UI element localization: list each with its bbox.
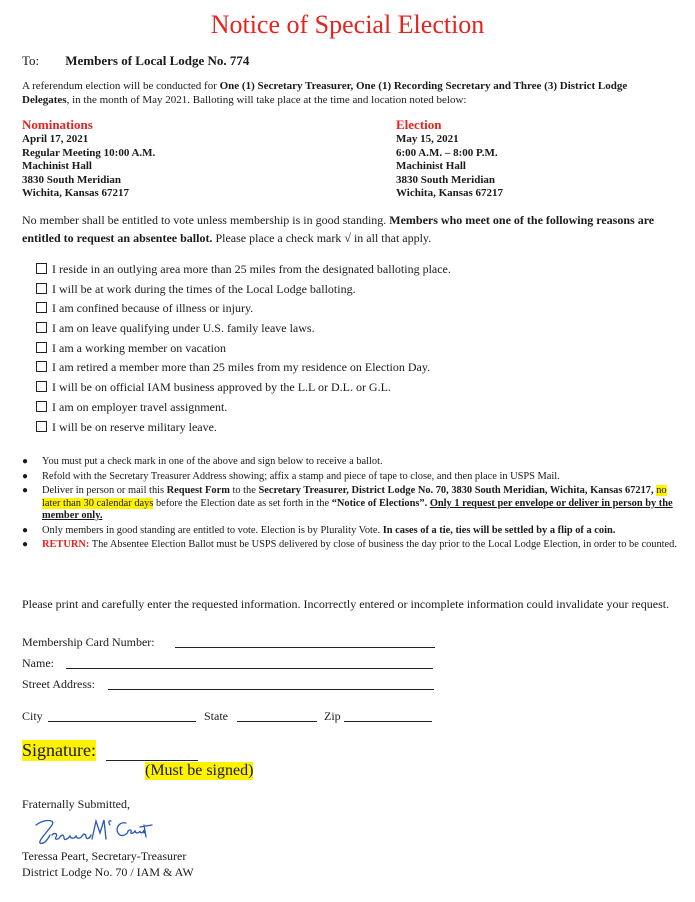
checkbox[interactable] bbox=[36, 401, 47, 412]
checkbox[interactable] bbox=[36, 302, 47, 313]
eligibility-text-2: Please place a check mark √ in all that apply. bbox=[212, 231, 432, 245]
street-label: Street Address: bbox=[22, 677, 95, 691]
nominations-block bbox=[22, 117, 155, 201]
bullet-icon: ● bbox=[22, 485, 29, 496]
instruction-bold: In cases of a tie, ties will be settled by a flip of a coin. bbox=[382, 524, 616, 536]
state-field[interactable] bbox=[237, 721, 317, 722]
bullet-icon: ● bbox=[22, 470, 29, 482]
card-number-label: Membership Card Number: bbox=[22, 635, 155, 649]
closing-line: Fraternally Submitted, bbox=[22, 797, 130, 811]
checkbox[interactable] bbox=[36, 381, 47, 392]
election-place: Machinist Hall bbox=[396, 160, 466, 172]
instruction-text: to the bbox=[229, 485, 259, 496]
return-label: RETURN: bbox=[42, 539, 90, 550]
checkbox[interactable] bbox=[36, 361, 47, 372]
street-field[interactable] bbox=[108, 689, 434, 690]
zip-field[interactable] bbox=[344, 721, 432, 722]
reason-label: I reside in an outlying area more than 25 miles from the designated balloting place. bbox=[52, 262, 451, 276]
checkbox[interactable] bbox=[36, 322, 47, 333]
city-field[interactable] bbox=[48, 721, 196, 722]
election-date: May 15, 2021 bbox=[396, 133, 459, 145]
checkbox[interactable] bbox=[36, 421, 47, 432]
election-heading: Election bbox=[396, 117, 442, 132]
bullet-icon: ● bbox=[22, 524, 29, 536]
instruction-item bbox=[22, 471, 682, 484]
handwritten-signature bbox=[30, 815, 170, 847]
nominations-street: 3830 South Meridian bbox=[22, 173, 122, 186]
zip-label: Zip bbox=[324, 709, 341, 723]
instruction-text: The Absentee Election Ballot must be USPS delivered by close of business the day prior to the Local Lodge Election, in order to be counted. bbox=[89, 539, 677, 550]
reason-item[interactable] bbox=[36, 260, 451, 280]
instruction-bold: Request Form bbox=[166, 485, 230, 496]
signer-name: Teressa Peart, Secretary-Treasurer bbox=[22, 849, 187, 863]
instruction-text: Only members in good standing are entitled to vote. Election is by Plurality Vote. bbox=[42, 524, 383, 536]
eligibility-paragraph bbox=[22, 211, 677, 247]
instruction-text: Refold with the Secretary Treasurer Address showing; affix a stamp and piece of tape to close, and then place in USPS Mail. bbox=[42, 470, 560, 482]
nominations-city: Wichita, Kansas 67217 bbox=[22, 187, 130, 199]
must-be-signed-note: (Must be signed) bbox=[145, 762, 254, 779]
bullet-icon: ● bbox=[22, 539, 29, 550]
reason-label: I will be at work during the times of the Local Lodge balloting. bbox=[52, 281, 356, 296]
nominations-place: Machinist Hall bbox=[22, 160, 92, 172]
page-title: Notice of Special Election bbox=[210, 10, 485, 39]
signer-organization: District Lodge No. 70 / IAM & AW bbox=[22, 865, 194, 879]
name-field[interactable] bbox=[66, 668, 433, 669]
reason-item[interactable] bbox=[36, 280, 451, 300]
instruction-item bbox=[22, 539, 682, 552]
signer-block bbox=[22, 848, 194, 880]
name-label: Name: bbox=[22, 656, 54, 670]
instruction-underline: Only 1 request per envelope or deliver in person by the member only. bbox=[42, 497, 673, 521]
city-label: City bbox=[22, 709, 43, 723]
intro-text-2: , in the month of May 2021. Balloting will take place at the time and location noted below: bbox=[66, 94, 467, 106]
instruction-text: You must put a check mark in one of the above and sign below to receive a ballot. bbox=[42, 456, 383, 467]
eligibility-text-1: No member shall be entitled to vote unless membership is in good standing. bbox=[22, 213, 390, 227]
signature-field[interactable] bbox=[106, 760, 198, 761]
bullet-icon: ● bbox=[22, 456, 29, 467]
instruction-item bbox=[22, 485, 682, 523]
instruction-item bbox=[22, 456, 682, 469]
signature-label: Signature: bbox=[22, 740, 96, 760]
reason-label: I will be on official IAM business approved by the L.L or D.L. or G.L. bbox=[52, 380, 391, 395]
reason-item[interactable] bbox=[36, 319, 451, 339]
instruction-item bbox=[22, 525, 682, 538]
reason-label: I am a working member on vacation bbox=[52, 340, 226, 355]
election-city: Wichita, Kansas 67217 bbox=[396, 187, 504, 199]
intro-text-1: A referendum election will be conducted for bbox=[22, 80, 220, 92]
election-block bbox=[396, 117, 503, 201]
reason-item[interactable] bbox=[36, 378, 451, 398]
nominations-heading: Nominations bbox=[22, 117, 93, 132]
reason-item[interactable] bbox=[36, 398, 451, 418]
nominations-time: Regular Meeting 10:00 A.M. bbox=[22, 146, 156, 159]
reason-label: I will be on reserve military leave. bbox=[52, 419, 217, 434]
reason-item[interactable] bbox=[36, 299, 451, 319]
reason-label: I am on leave qualifying under U.S. family leave laws. bbox=[52, 321, 315, 336]
to-label: To: bbox=[22, 53, 40, 68]
reason-label: I am confined because of illness or injury. bbox=[52, 301, 254, 316]
reason-label: I am retired a member more than 25 miles from my residence on Election Day. bbox=[52, 360, 431, 375]
election-time: 6:00 A.M. – 8:00 P.M. bbox=[396, 146, 498, 159]
instruction-bold: “Notice of Elections”. bbox=[331, 497, 428, 509]
checkbox[interactable] bbox=[36, 342, 47, 353]
checkbox[interactable] bbox=[36, 283, 47, 294]
deadline-highlight: no later than 30 calendar days bbox=[42, 485, 667, 509]
checkbox[interactable] bbox=[36, 263, 47, 274]
reason-item[interactable] bbox=[36, 339, 451, 359]
reason-item[interactable] bbox=[36, 358, 451, 378]
intro-paragraph bbox=[22, 79, 677, 107]
print-note: Please print and carefully enter the requested information. Incorrectly entered or incomplete information could invalidate your request. bbox=[22, 597, 670, 611]
state-label: State bbox=[204, 709, 228, 723]
instruction-address: Secretary Treasurer, District Lodge No. 70, 3830 South Meridian, Wichita, Kansas 67217, bbox=[258, 485, 654, 496]
recipient-line bbox=[22, 53, 249, 69]
instruction-text: Deliver in person or mail this bbox=[42, 485, 167, 496]
reason-checklist bbox=[36, 260, 451, 437]
reason-item[interactable] bbox=[36, 418, 451, 438]
instructions-list bbox=[22, 456, 682, 554]
recipient-value: Members of Local Lodge No. 774 bbox=[65, 53, 250, 68]
reason-label: I am on employer travel assignment. bbox=[52, 399, 228, 414]
nominations-date: April 17, 2021 bbox=[22, 133, 89, 145]
card-number-field[interactable] bbox=[175, 647, 435, 648]
eligibility-bold: Members who meet one of the following reasons are entitled to request an absentee ballot. bbox=[22, 213, 655, 245]
intro-positions: One (1) Secretary Treasurer, One (1) Recording Secretary and Three (3) District Lodge Delegates bbox=[22, 80, 628, 106]
election-street: 3830 South Meridian bbox=[396, 173, 496, 186]
instruction-text: before the Election date as set forth in the bbox=[153, 497, 332, 509]
